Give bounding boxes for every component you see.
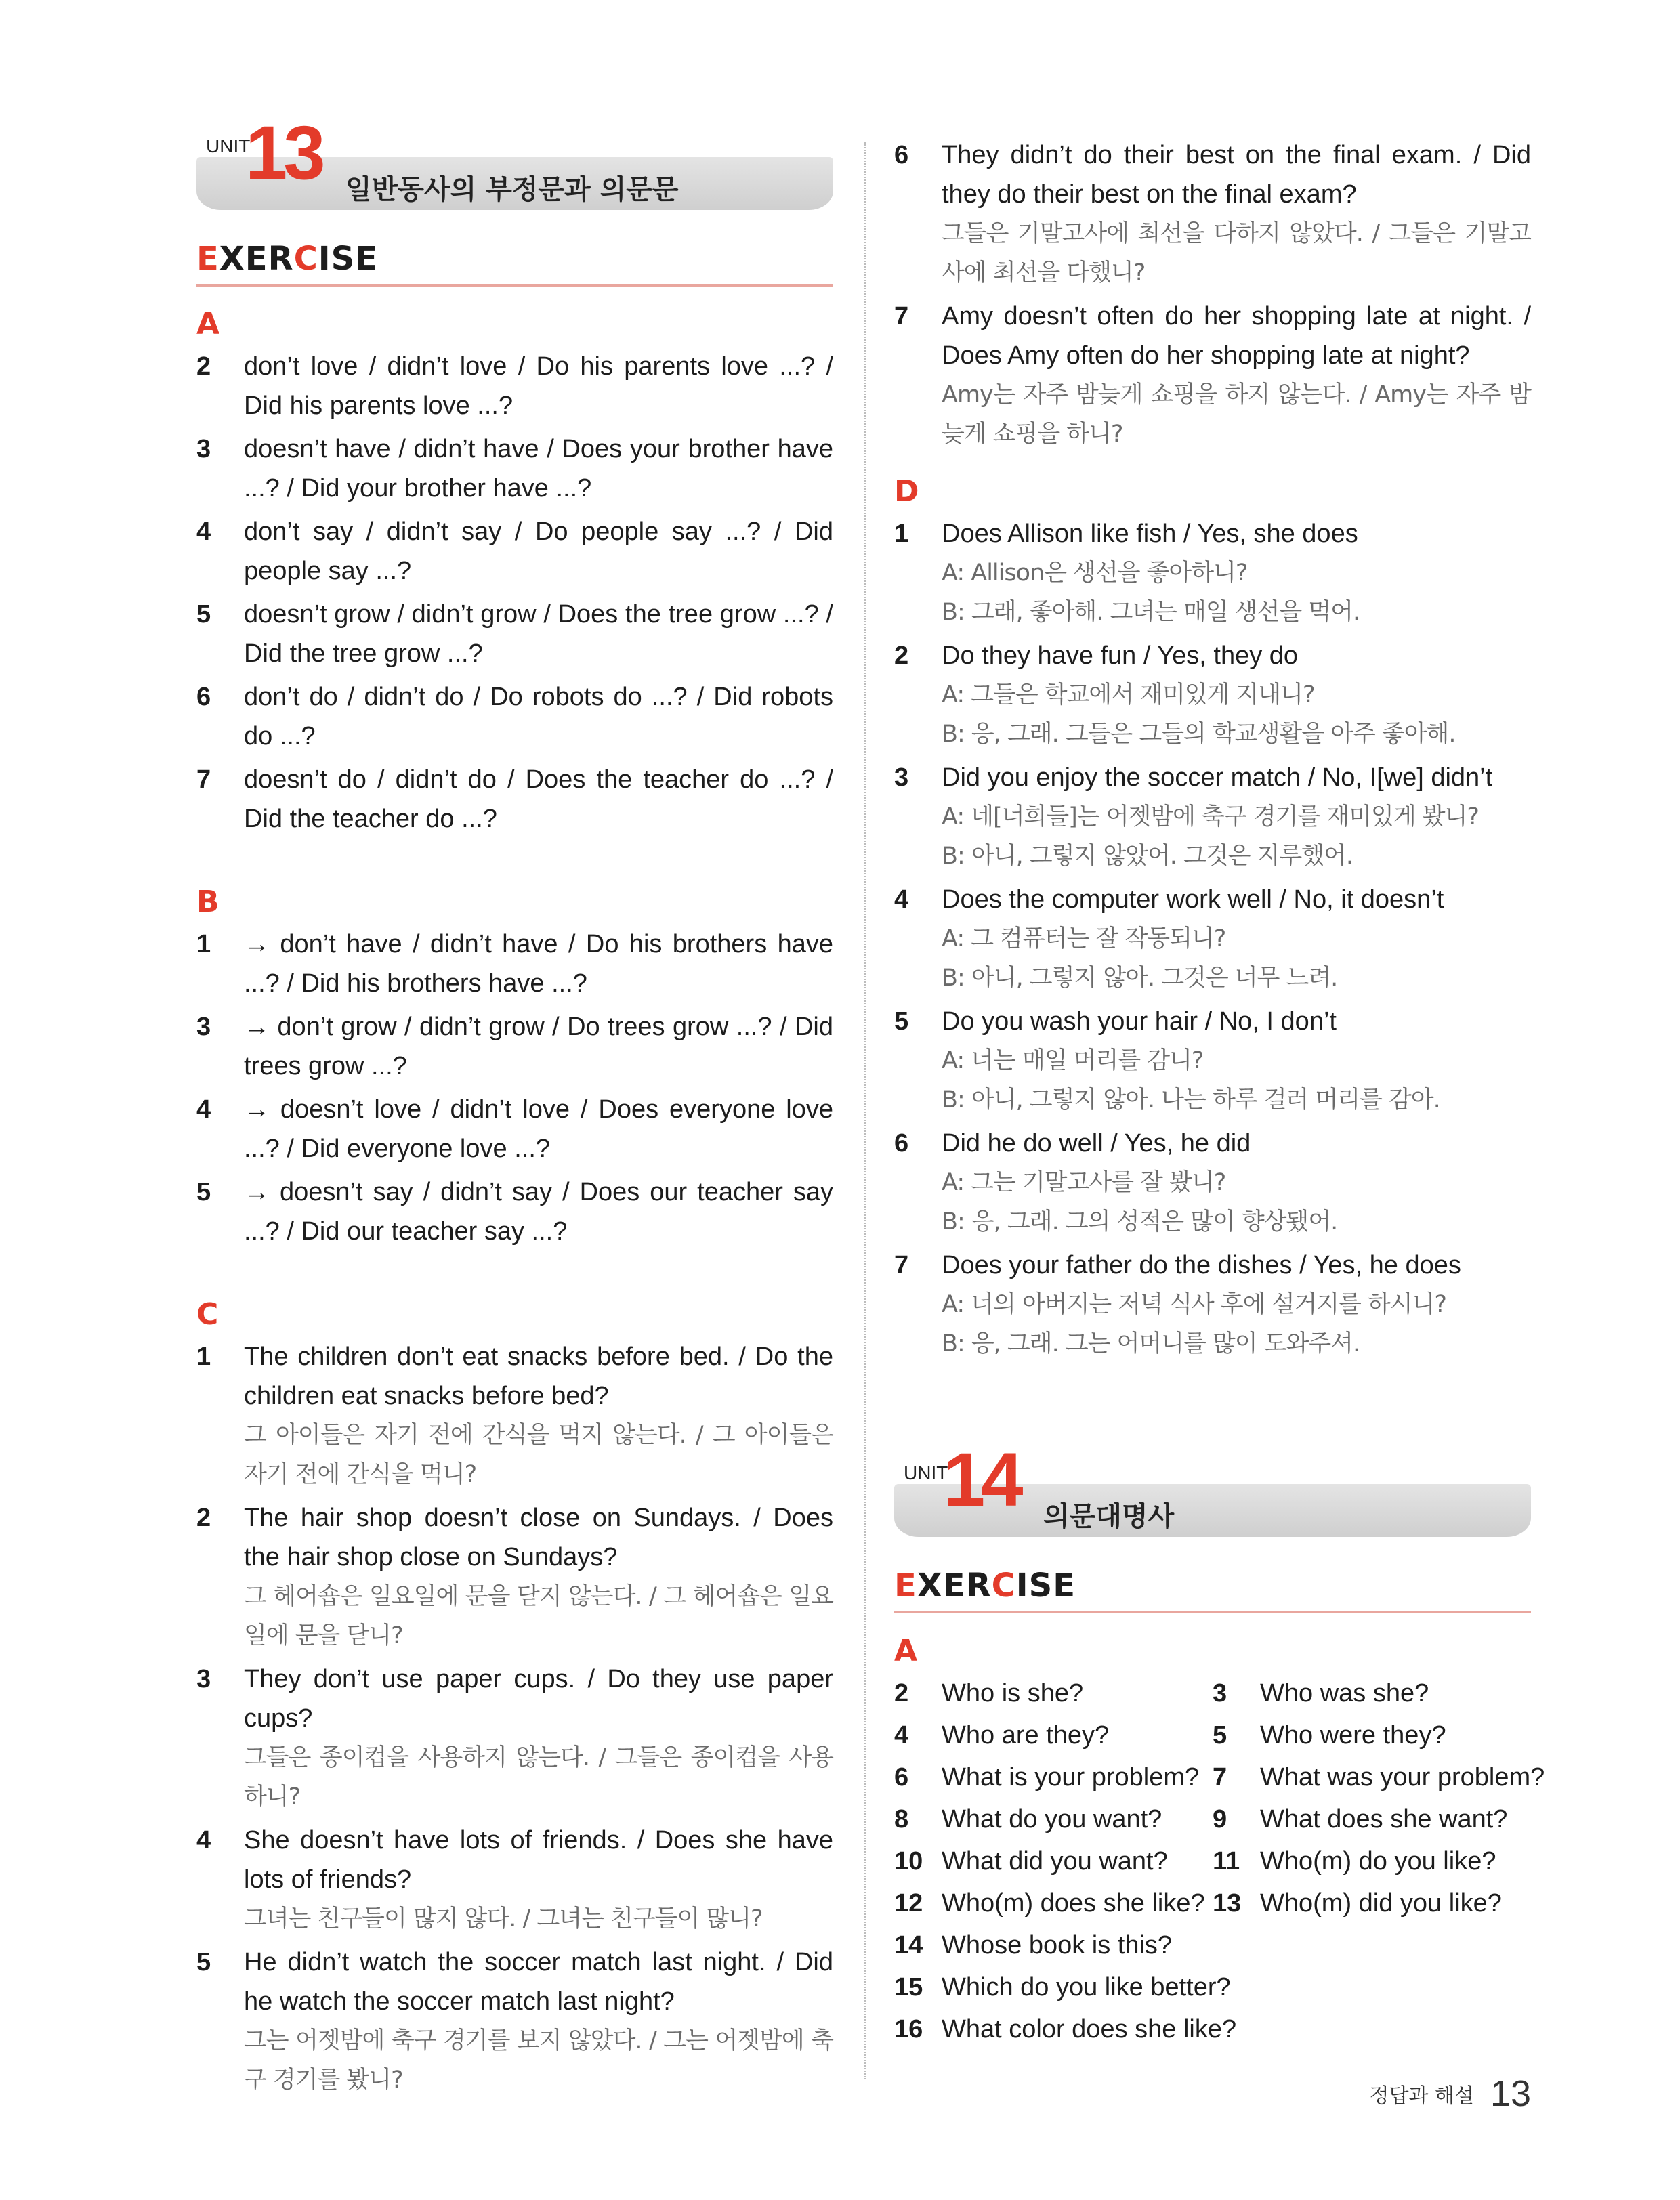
exercise-letter-c: C — [293, 240, 318, 278]
item-number: 7 — [196, 765, 211, 794]
item-answer: He didn’t watch the soccer match last night. / Did he watch the soccer match last night? — [244, 1947, 833, 2016]
item-answer: Who(m) did you like? — [1260, 1888, 1502, 1918]
item-number: 7 — [894, 1251, 909, 1279]
item-number: 10 — [894, 1846, 923, 1876]
dialogue-line-b: B: 그래, 좋아해. 그녀는 매일 생선을 먹어. — [942, 599, 1360, 626]
item-answer: Who are they? — [942, 1720, 1110, 1750]
item-number: 15 — [894, 1972, 923, 2002]
list-item — [894, 1968, 1531, 2007]
list-item — [894, 297, 1531, 454]
item-answer: Whose book is this? — [942, 1930, 1173, 1960]
unit-13-header — [196, 110, 833, 217]
unit-label: UNIT — [206, 135, 251, 156]
dialogue-line-a: A: Allison은 생선을 좋아하니? — [942, 559, 1248, 587]
item-answer: Does the computer work well / No, it doesn’t — [942, 885, 1444, 914]
dialogue-line-a: A: 네[너희들]는 어젯밤에 축구 경기를 재미있게 봤니? — [942, 803, 1479, 830]
item-number: 9 — [1213, 1804, 1227, 1834]
item-number: 4 — [196, 517, 211, 546]
section-a-grid — [894, 1674, 1545, 1923]
unit-number: 14 — [943, 1437, 1020, 1522]
exercise-letters-ise: ISE — [1015, 1567, 1076, 1605]
list-item — [894, 636, 1531, 754]
item-answer: → don’t have / didn’t have / Do his brothers have ...? / Did his brothers have ...? — [244, 929, 833, 998]
list-item — [1213, 1674, 1531, 1713]
section-c-list-left — [196, 1337, 833, 2100]
dialogue-line-a: A: 너의 아버지는 저녁 식사 후에 설거지를 하시니? — [942, 1291, 1446, 1318]
list-item — [894, 1246, 1531, 1363]
footer-label: 정답과 해설 — [1369, 2084, 1474, 2108]
item-answer: Who(m) does she like? — [942, 1888, 1205, 1918]
item-number: 6 — [894, 141, 909, 169]
item-answer: The children don’t eat snacks before bed. / Do the children eat snacks before bed? — [244, 1342, 833, 1410]
right-column — [894, 0, 1545, 2049]
item-number: 4 — [196, 1825, 211, 1855]
dialogue-line-b: B: 응, 그래. 그들은 그들의 학교생활을 아주 좋아해. — [942, 721, 1456, 748]
unit-number: 13 — [245, 110, 322, 195]
list-item — [894, 1674, 1213, 1713]
list-item — [196, 760, 833, 839]
item-translation: 그는 어젯밤에 축구 경기를 보지 않았다. / 그는 어젯밤에 축구 경기를 봤니? — [244, 2027, 833, 2094]
item-number: 6 — [894, 1129, 909, 1158]
item-number: 6 — [196, 682, 211, 711]
item-number: 5 — [196, 1177, 211, 1206]
list-item — [196, 595, 833, 673]
item-answer: Who were they? — [1260, 1720, 1446, 1750]
list-item — [1213, 1884, 1531, 1923]
item-answer: She doesn’t have lots of friends. / Does she have lots of friends? — [244, 1825, 833, 1894]
item-answer: What color does she like? — [942, 2014, 1237, 2044]
exercise-letter-e: E — [894, 1567, 917, 1605]
list-item — [196, 1337, 833, 1494]
exercise-letter-e: E — [196, 240, 219, 278]
page-footer — [1369, 2073, 1531, 2115]
item-number: 8 — [894, 1804, 909, 1834]
exercise-heading — [894, 1567, 1531, 1613]
item-answer: doesn’t do / didn’t do / Does the teacher do ...? / Did the teacher do ...? — [244, 765, 833, 833]
item-number: 1 — [894, 520, 909, 548]
item-number: 5 — [196, 599, 211, 629]
list-item — [196, 1659, 833, 1817]
item-number: 7 — [894, 302, 909, 331]
item-translation: 그들은 종이컵을 사용하지 않는다. / 그들은 종이컵을 사용하니? — [244, 1743, 833, 1811]
item-answer: Does Allison like fish / Yes, she does — [942, 520, 1358, 548]
list-item — [196, 925, 833, 1003]
item-answer: don’t love / didn’t love / Do his parents love ...? / Did his parents love ...? — [244, 352, 833, 420]
unit-label: UNIT — [904, 1462, 948, 1483]
section-b-list — [196, 925, 833, 1251]
item-answer: → doesn’t love / didn’t love / Does everyone love ...? / Did everyone love ...? — [244, 1095, 833, 1163]
section-a-label: A — [196, 306, 220, 341]
item-answer: Which do you like better? — [942, 1972, 1231, 2002]
item-number: 4 — [196, 1095, 211, 1124]
dialogue-line-b: B: 아니, 그렇지 않아. 나는 하루 걸러 머리를 감아. — [942, 1086, 1440, 1114]
item-number: 12 — [894, 1888, 923, 1918]
item-number: 16 — [894, 2014, 923, 2044]
list-item — [894, 1002, 1531, 1120]
item-answer: What did you want? — [942, 1846, 1168, 1876]
section-c-list-right — [894, 135, 1531, 454]
item-number: 11 — [1213, 1846, 1240, 1876]
item-number: 5 — [1213, 1720, 1227, 1750]
item-number: 2 — [196, 1503, 211, 1532]
dialogue-line-b: B: 응, 그래. 그는 어머니를 많이 도와주셔. — [942, 1330, 1360, 1357]
item-translation: Amy는 자주 밤늦게 쇼핑을 하지 않는다. / Amy는 자주 밤늦게 쇼핑을 하니? — [942, 381, 1531, 448]
exercise-letters-ise: ISE — [318, 240, 379, 278]
exercise-letters-xer: XER — [219, 240, 294, 278]
item-answer: Who is she? — [942, 1678, 1084, 1708]
item-answer: Do you wash your hair / No, I don’t — [942, 1007, 1337, 1036]
item-number: 13 — [1213, 1888, 1242, 1918]
item-number: 7 — [1213, 1762, 1227, 1792]
section-b-label: B — [196, 884, 219, 919]
list-item — [196, 1498, 833, 1655]
item-answer: Amy doesn’t often do her shopping late at night. / Does Amy often do her shopping late at night? — [942, 302, 1531, 370]
item-number: 3 — [196, 1012, 211, 1041]
list-item — [894, 1800, 1213, 1839]
exercise-heading — [196, 240, 833, 287]
list-item — [894, 880, 1531, 998]
list-item — [894, 1758, 1213, 1797]
list-item — [894, 1124, 1531, 1242]
item-answer: doesn’t grow / didn’t grow / Does the tree grow ...? / Did the tree grow ...? — [244, 599, 833, 668]
item-translation: 그 아이들은 자기 전에 간식을 먹지 않는다. / 그 아이들은 자기 전에 간식을 먹니? — [244, 1421, 833, 1488]
item-answer: → doesn’t say / didn’t say / Does our teacher say ...? / Did our teacher say ...? — [244, 1177, 833, 1246]
item-number: 5 — [196, 1947, 211, 1976]
unit-14-header — [894, 1437, 1531, 1544]
item-answer: don’t do / didn’t do / Do robots do ...? / Did robots do ...? — [244, 682, 833, 750]
left-column — [196, 0, 833, 2104]
item-number: 1 — [196, 1342, 211, 1371]
list-item — [894, 1842, 1213, 1881]
section-d-list — [894, 514, 1531, 1363]
list-item — [196, 1821, 833, 1939]
item-number: 1 — [196, 929, 211, 958]
item-answer: They didn’t do their best on the final exam. / Did they do their best on the final exam? — [942, 141, 1531, 209]
item-number: 3 — [894, 763, 909, 792]
unit-title: 의문대명사 — [1043, 1501, 1175, 1532]
item-number: 14 — [894, 1930, 923, 1960]
list-item — [1213, 1716, 1531, 1755]
item-answer: doesn’t have / didn’t have / Does your brother have ...? / Did your brother have ...? — [244, 434, 833, 503]
dialogue-line-b: B: 아니, 그렇지 않아. 그것은 너무 느려. — [942, 965, 1338, 992]
list-item — [1213, 1842, 1531, 1881]
item-number: 5 — [894, 1007, 909, 1036]
item-answer: What does she want? — [1260, 1804, 1508, 1834]
column-divider — [864, 142, 866, 2079]
section-d-label: D — [894, 474, 919, 509]
page-number: 13 — [1490, 2073, 1531, 2114]
section-a-label: A — [894, 1633, 918, 1668]
item-number: 2 — [894, 641, 909, 670]
item-answer: Do they have fun / Yes, they do — [942, 641, 1299, 670]
item-answer: Who(m) do you like? — [1260, 1846, 1496, 1876]
item-number: 6 — [894, 1762, 909, 1792]
item-number: 4 — [894, 885, 909, 914]
list-item — [196, 1007, 833, 1086]
list-item — [196, 677, 833, 756]
item-answer: Did he do well / Yes, he did — [942, 1129, 1251, 1158]
list-item — [894, 135, 1531, 293]
item-answer: What is your problem? — [942, 1762, 1200, 1792]
exercise-letter-c: C — [991, 1567, 1016, 1605]
list-item — [894, 1884, 1213, 1923]
item-answer: don’t say / didn’t say / Do people say ...? / Did people say ...? — [244, 517, 833, 585]
item-number: 3 — [196, 1664, 211, 1693]
item-number: 2 — [196, 352, 211, 381]
unit-title: 일반동사의 부정문과 의문문 — [345, 174, 679, 205]
section-c-label: C — [196, 1296, 219, 1332]
list-item — [196, 347, 833, 425]
dialogue-line-b: B: 아니, 그렇지 않았어. 그것은 지루했어. — [942, 843, 1353, 870]
list-item — [196, 1172, 833, 1251]
dialogue-line-a: A: 너는 매일 머리를 감니? — [942, 1047, 1204, 1074]
dialogue-line-a: A: 그 컴퓨터는 잘 작동되니? — [942, 925, 1226, 952]
list-item — [1213, 1758, 1545, 1797]
dialogue-line-b: B: 응, 그래. 그의 성적은 많이 향상됐어. — [942, 1208, 1338, 1235]
item-answer: They don’t use paper cups. / Do they use paper cups? — [244, 1664, 833, 1733]
list-item — [894, 1716, 1213, 1755]
item-number: 4 — [894, 1720, 909, 1750]
section-a-list — [196, 347, 833, 839]
item-answer: The hair shop doesn’t close on Sundays. / Does the hair shop close on Sundays? — [244, 1503, 833, 1571]
item-number: 3 — [1213, 1678, 1227, 1708]
list-item — [196, 512, 833, 591]
list-item — [196, 1090, 833, 1168]
item-translation: 그들은 기말고사에 최선을 다하지 않았다. / 그들은 기말고사에 최선을 다했니? — [942, 220, 1531, 287]
dialogue-line-a: A: 그들은 학교에서 재미있게 지내니? — [942, 681, 1315, 708]
list-item — [894, 758, 1531, 876]
item-translation: 그 헤어숍은 일요일에 문을 닫지 않는다. / 그 헤어숍은 일요일에 문을 닫니? — [244, 1582, 833, 1649]
item-answer: Did you enjoy the soccer match / No, I[we] didn’t — [942, 763, 1493, 792]
item-answer: → don’t grow / didn’t grow / Do trees grow ...? / Did trees grow ...? — [244, 1012, 833, 1080]
item-number: 2 — [894, 1678, 909, 1708]
item-answer: What do you want? — [942, 1804, 1162, 1834]
list-item — [1213, 1800, 1531, 1839]
list-item — [894, 1926, 1531, 1965]
dialogue-line-a: A: 그는 기말고사를 잘 봤니? — [942, 1169, 1226, 1196]
item-answer: Who was she? — [1260, 1678, 1429, 1708]
list-item — [894, 514, 1531, 632]
item-answer: Does your father do the dishes / Yes, he does — [942, 1251, 1461, 1279]
section-a-singles — [894, 1926, 1531, 2049]
list-item — [196, 1943, 833, 2100]
exercise-letters-xer: XER — [917, 1567, 992, 1605]
item-translation: 그녀는 친구들이 많지 않다. / 그녀는 친구들이 많니? — [244, 1905, 763, 1932]
list-item — [894, 2010, 1531, 2049]
item-number: 3 — [196, 434, 211, 463]
list-item — [196, 429, 833, 508]
item-answer: What was your problem? — [1260, 1762, 1545, 1792]
